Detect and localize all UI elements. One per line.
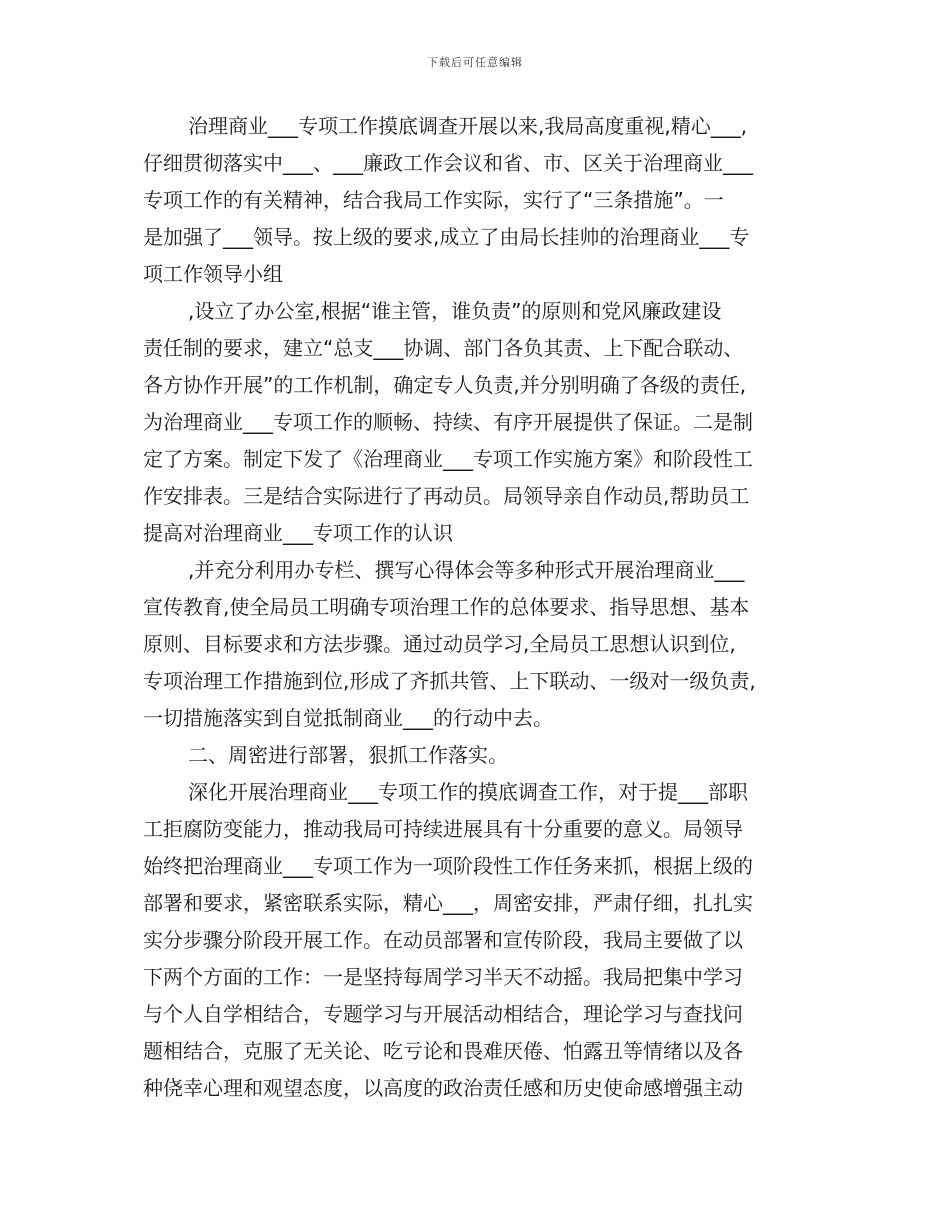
header-note: 下载后可任意编辑: [427, 56, 523, 69]
text-line: 二、周密进行部署，狠抓工作落实。: [188, 743, 508, 767]
text-line: 专项治理工作措施到位,形成了齐抓共管、上下联动、一级对一级负责,: [143, 669, 756, 693]
text-line: 定了方案。制定下发了《治理商业___专项工作实施方案》和阶段性工: [143, 447, 753, 471]
text-line: 专项工作的有关精神，结合我局工作实际，实行了“三条措施”。一: [143, 188, 724, 212]
text-line: 为治理商业___专项工作的顺畅、持续、有序开展提供了保证。二是制: [143, 410, 753, 434]
text-line: 工拒腐防变能力，推动我局可持续进展具有十分重要的意义。局领导: [143, 817, 743, 841]
text-line: 治理商业___专项工作摸底调查开展以来,我局高度重视,精心___,: [188, 114, 748, 138]
text-line: 实分步骤分阶段开展工作。在动员部署和宣传阶段，我局主要做了以: [143, 928, 743, 952]
text-line: 宣传教育,使全局员工明确专项治理工作的总体要求、指导思想、基本: [143, 595, 750, 619]
text-line: ,并充分利用办专栏、撰写心得体会等多种形式开展治理商业___: [188, 558, 745, 582]
text-line: 深化开展治理商业___专项工作的摸底调查工作，对于提___部职: [188, 780, 748, 804]
text-line: 项工作领导小组: [143, 262, 283, 286]
text-line: 部署和要求，紧密联系实际，精心___，周密安排，严肃仔细，扎扎实: [143, 891, 753, 915]
text-line: 各方协作开展”的工作机制，确定专人负责,并分别明确了各级的责任,: [143, 373, 747, 397]
text-line: 一切措施落实到自觉抵制商业___的行动中去。: [143, 706, 553, 730]
text-line: 原则、目标要求和方法步骤。通过动员学习,全局员工思想认识到位,: [143, 632, 736, 656]
text-line: 始终把治理商业___专项工作为一项阶段性工作任务来抓，根据上级的: [143, 854, 753, 878]
text-line: 责任制的要求，建立“总支___协调、部门各负其责、上下配合联动、: [143, 336, 744, 360]
text-line: ,设立了办公室,根据“谁主管，谁负责”的原则和党风廉政建设: [188, 299, 722, 323]
text-line: 仔细贯彻落实中___、___廉政工作会议和省、市、区关于治理商业___: [143, 151, 753, 175]
text-line: 种侥幸心理和观望态度，以高度的政治责任感和历史使命感增强主动: [143, 1076, 743, 1100]
text-line: 题相结合，克服了无关论、吃亏论和畏难厌倦、怕露丑等情绪以及各: [143, 1039, 743, 1063]
text-line: 与个人自学相结合，专题学习与开展活动相结合，理论学习与查找问: [143, 1002, 743, 1026]
text-line: 是加强了___领导。按上级的要求,成立了由局长挂帅的治理商业___专: [143, 225, 750, 249]
text-line: 提高对治理商业___专项工作的认识: [143, 521, 453, 545]
text-line: 下两个方面的工作：一是坚持每周学习半天不动摇。我局把集中学习: [143, 965, 743, 989]
document-body: [143, 108, 803, 1107]
text-line: 作安排表。三是结合实际进行了再动员。局领导亲自作动员,帮助员工: [143, 484, 750, 508]
